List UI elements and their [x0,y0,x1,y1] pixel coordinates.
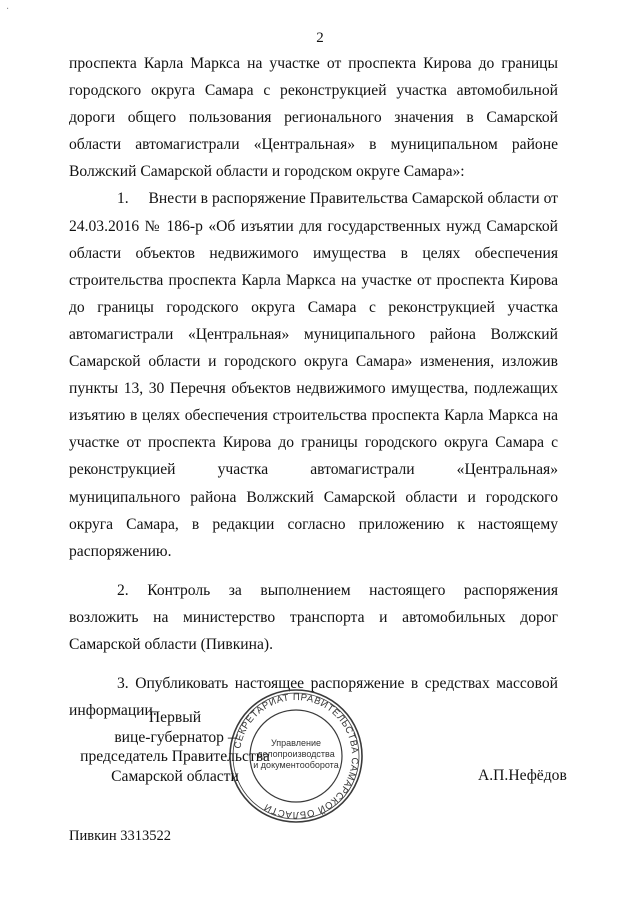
seal-inner-line: Управление [270,738,322,748]
intro-paragraph: проспекта Карла Маркса на участке от проспекта Кирова до границы городского округа Самара с реконструкцией участка автомобильной дороги общего пользования регионального значения в Самарской области автомагистрали «Центральная» в муниципальном районе Волжский Самарской области и городском округе Самара»: [69,55,558,181]
executor-note: Пивкин 3313522 [69,828,172,844]
signatory-name: А.П.Нефёдов [478,767,567,784]
position-line: Первый [148,709,202,726]
signatory-position [60,708,290,786]
position-line: председатель Правительства [80,748,270,765]
margin-mark: · [6,4,10,15]
page-number: 2 [316,30,324,46]
clause-3-paragraph: 3. Опубликовать настоящее распоряжение в средствах массовой информации. [69,675,558,720]
document-body [69,50,562,724]
seal-inner-line: делопроизводства [257,749,335,759]
position-line: вице-губернатор – [114,728,236,746]
seal-inner-line: и документооборота [253,760,339,770]
seal-ring-text: СЕКРЕТАРИАТ ПРАВИТЕЛЬСТВА САМАРСКОЙ ОБЛАСТИ [232,691,361,821]
clause-2-paragraph: 2. Контроль за выполнением настоящего распоряжения возложить на министерство транспорта и автомобильных дорог Самарской области (Пивкина). [69,581,558,653]
position-line: Самарской области [111,767,239,785]
clause-1-paragraph: 1. Внести в распоряжение Правительства Самарской области от 24.03.2016 № 186-р «Об изъятии для государственных нужд Самарской области объектов недвижимого имущества в целях обеспечения строительства проспекта Карла Маркса на участке от проспекта Кирова до границы городского округа Самара с реконструкцией участка автомагистрали «Центральная» муниципального района Волжский Самарской области и городского округа Самара» изменения, изложив пункты 13, 30 Перечня объектов недвижимого имущества, подлежащих изъятию в целях обеспечения строительства проспекта Карла Маркса на участке от проспекта Кирова до границы городского округа Самара с реконструкцией участка автомагистрали «Центральная» муниципального района Волжский Самарской области и городского округа Самара, в редакции согласно приложению к настоящему распоряжению. [69,190,562,560]
